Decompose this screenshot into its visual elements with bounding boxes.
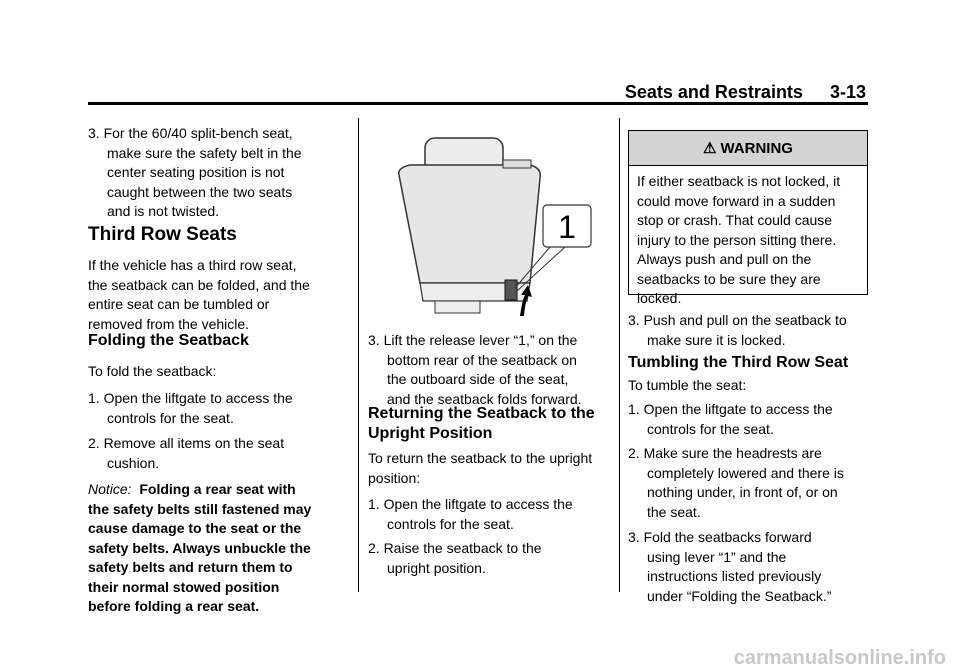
list-item: 2. Remove all items on the seat cushion. <box>88 435 285 471</box>
list-item: 2. Raise the seatback to the upright position. <box>368 540 542 576</box>
paragraph: To fold the seatback: <box>88 363 217 379</box>
list-item: 1. Open the liftgate to access the controls for the seat. <box>368 496 573 532</box>
subsection-heading: Returning the Seatback to the Upright Position <box>368 405 595 442</box>
list-item: 2. Make sure the headrests are completely lowered and there is nothing under, in front of, or on the seat. <box>628 445 844 520</box>
watermark: carmanualsonline.info <box>733 647 946 669</box>
subsection-heading: Folding the Seatback <box>88 332 249 349</box>
warning-box <box>628 130 868 306</box>
list-item: 1. Open the liftgate to access the controls for the seat. <box>88 390 293 426</box>
notice-text: Folding a rear seat with the safety belts still fastened may cause damage to the seat or the safety belts. Always unbuckle the safety belts and return them to their normal stowed position before folding a rear seat. <box>88 481 312 614</box>
list-item: 1. Open the liftgate to access the controls for the seat. <box>628 401 833 437</box>
warning-text: If either seatback is not locked, it could move forward in a sudden stop or crash. That could cause injury to the person sitting there. Always push and pull on the seatbacks to be sure they are locked. <box>637 173 841 306</box>
header-rule <box>88 102 868 105</box>
paragraph: If the vehicle has a third row seat, the seatback can be folded, and the entire seat can be tumbled or removed from the vehicle. <box>88 257 310 332</box>
paragraph: To tumble the seat: <box>628 377 747 393</box>
section-heading: Third Row Seats <box>88 224 237 245</box>
notice <box>88 480 350 617</box>
list-item: 3. Push and pull on the seatback to make sure it is locked. <box>628 312 847 348</box>
warning-header <box>629 131 867 166</box>
page-header <box>625 82 866 103</box>
paragraph: To return the seatback to the upright position: <box>368 450 593 486</box>
list-item: 3. Lift the release lever “1,” on the bottom rear of the seatback on the outboard side of the seat, and the seatback folds forward. <box>368 332 582 407</box>
warning-triangle-icon: ⚠ <box>703 140 717 157</box>
warning-title: WARNING <box>720 139 793 157</box>
subsection-heading: Tumbling the Third Row Seat <box>628 354 849 371</box>
section-title: Seats and Restraints <box>624 82 803 102</box>
notice-label: Notice: <box>88 481 132 497</box>
list-item: 3. For the 60/40 split-bench seat, make sure the safety belt in the center seating position is not caught between the two seats and is not twisted. <box>88 125 302 219</box>
page-number: 3-13 <box>829 82 866 102</box>
list-item: 3. Fold the seatbacks forward using lever “1” and the instructions listed previously under “Folding the Seatback.” <box>628 529 832 604</box>
seat-illustration <box>385 133 607 318</box>
callout-label: 1 <box>558 209 576 245</box>
